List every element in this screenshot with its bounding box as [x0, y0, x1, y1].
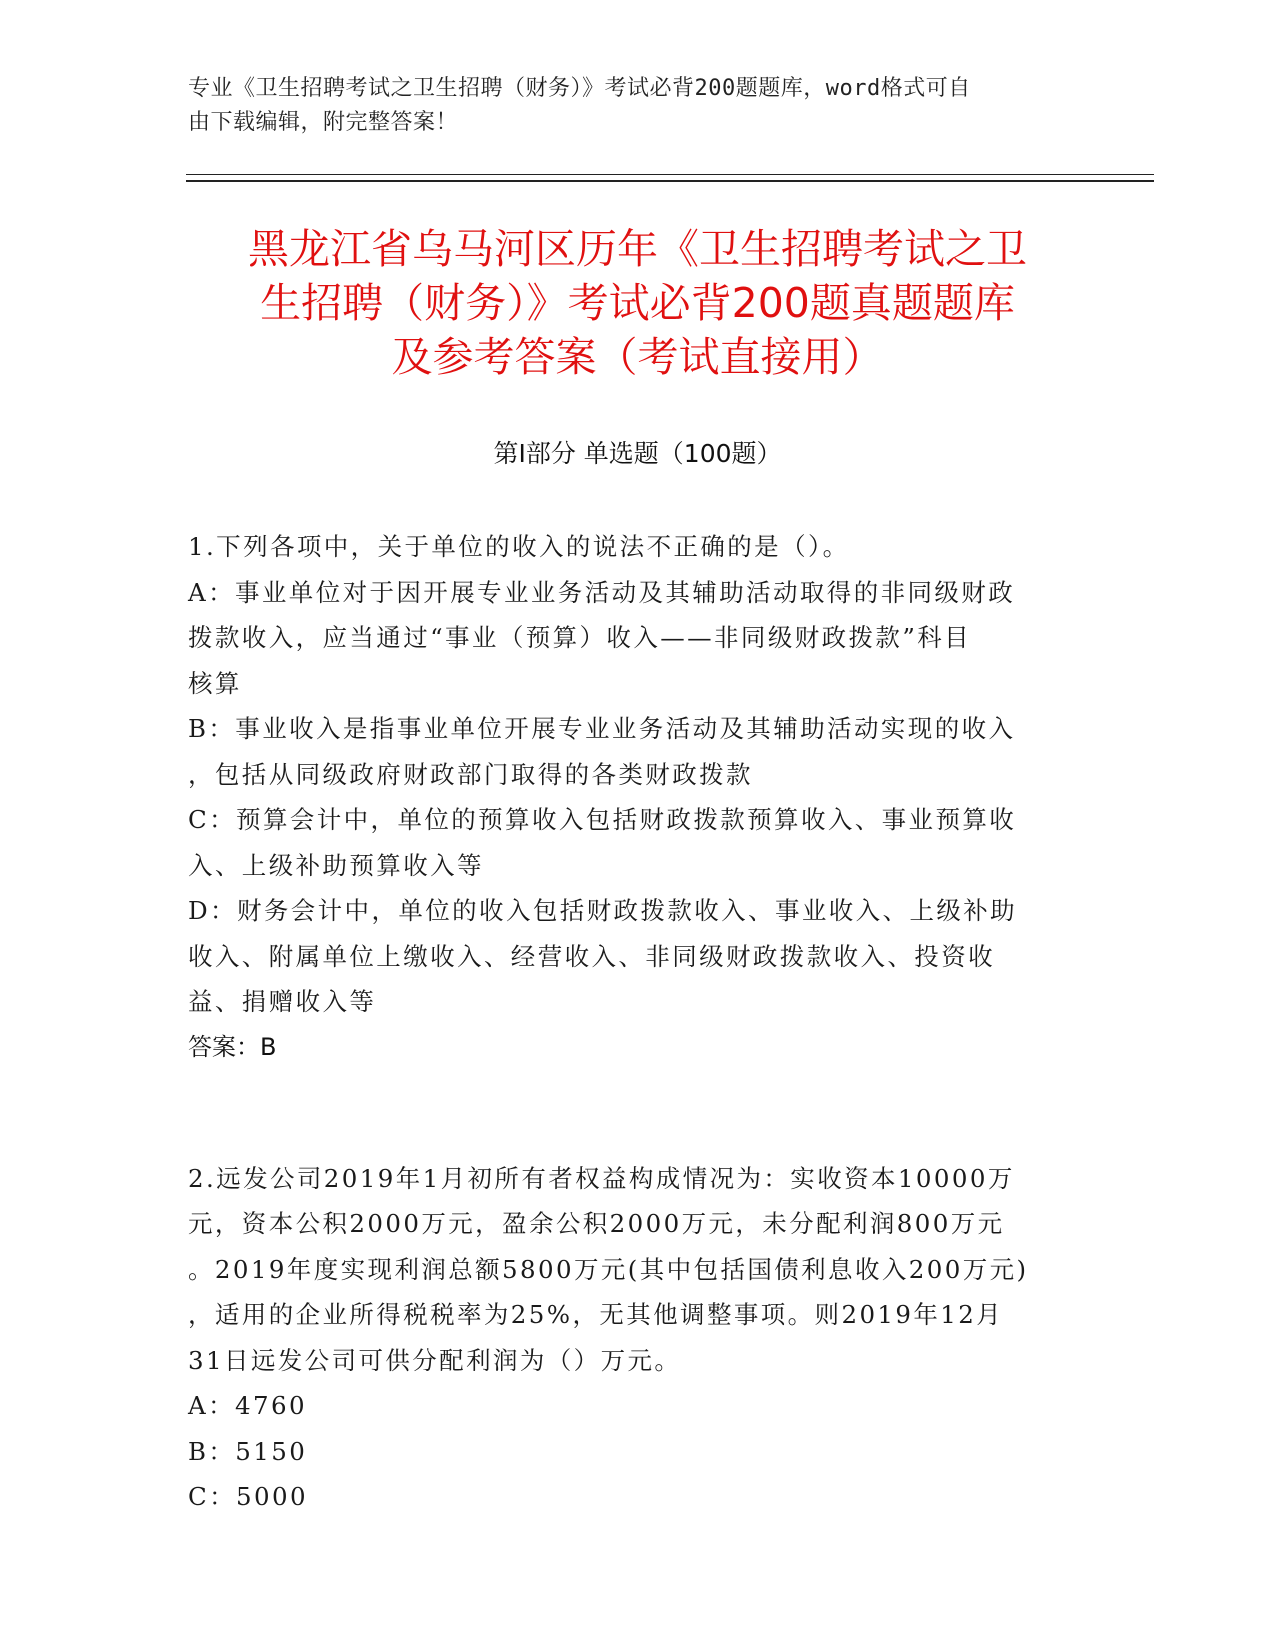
document-title-line-2: 生招聘（财务）》考试必背200题真题题库	[260, 279, 1015, 327]
document-title-line-1: 黑龙江省乌马河区历年《卫生招聘考试之卫	[248, 225, 1027, 273]
question-1-option-c: C：预算会计中，单位的预算收入包括财政拨款预算收入、事业预算收	[188, 805, 1017, 834]
question-1-stem: 1.下列各项中，关于单位的收入的说法不正确的是（）。	[188, 532, 850, 561]
header-divider-thin	[186, 174, 1154, 175]
header-note-line-1: 专业《卫生招聘考试之卫生招聘（财务）》考试必背200题题库，word格式可自	[188, 76, 971, 101]
header-note	[188, 72, 1068, 140]
question-2-option-c: C：5000	[188, 1482, 308, 1511]
question-2-stem-cont: 。2019年度实现利润总额5800万元(其中包括国债利息收入200万元)	[188, 1254, 1029, 1284]
question-2	[188, 1156, 1068, 1520]
question-2-stem-cont: ，适用的企业所得税税率为25%，无其他调整事项。则2019年12月	[188, 1300, 1004, 1329]
question-2-stem-cont: 元，资本公积2000万元，盈余公积2000万元，未分配利润800万元	[188, 1209, 1005, 1238]
question-1-option-c-cont: 入、上级补助预算收入等	[188, 850, 484, 880]
question-1-option-a: A：事业单位对于因开展专业业务活动及其辅助活动取得的非同级财政	[188, 577, 1016, 607]
header-divider-thick	[186, 180, 1154, 182]
document-title-line-3: 及参考答案（考试直接用）	[391, 333, 884, 381]
question-1-option-d-cont: 益、捐赠收入等	[188, 987, 377, 1016]
question-1-option-b: B：事业收入是指事业单位开展专业业务活动及其辅助活动实现的收入	[188, 714, 1016, 743]
document-title	[180, 222, 1095, 384]
question-1-option-d-cont: 收入、附属单位上缴收入、经营收入、非同级财政拨款收入、投资收	[188, 941, 995, 971]
question-1-option-b-cont: ，包括从同级政府财政部门取得的各类财政拨款	[188, 759, 753, 789]
question-spacer	[188, 1070, 1068, 1156]
question-2-option-a: A：4760	[188, 1391, 307, 1420]
header-note-line-2: 由下载编辑，附完整答案！	[188, 110, 459, 135]
question-1-option-d: D：财务会计中，单位的收入包括财政拨款收入、事业收入、上级补助	[188, 896, 1018, 925]
question-list	[188, 524, 1068, 1520]
question-2-stem: 2.远发公司2019年1月初所有者权益构成情况为：实收资本10000万	[188, 1163, 1015, 1193]
question-1-option-a-cont: 核算	[188, 668, 242, 698]
question-1-answer: 答案：B	[188, 1032, 277, 1061]
section-heading: 第Ⅰ部分 单选题（100题）	[493, 439, 782, 468]
question-2-option-b: B：5150	[188, 1436, 308, 1466]
question-2-stem-cont: 31日远发公司可供分配利润为（）万元。	[188, 1345, 682, 1375]
question-1-option-a-cont: 拨款收入，应当通过“事业（预算）收入——非同级财政拨款”科目	[188, 623, 972, 652]
question-1	[188, 524, 1068, 1070]
